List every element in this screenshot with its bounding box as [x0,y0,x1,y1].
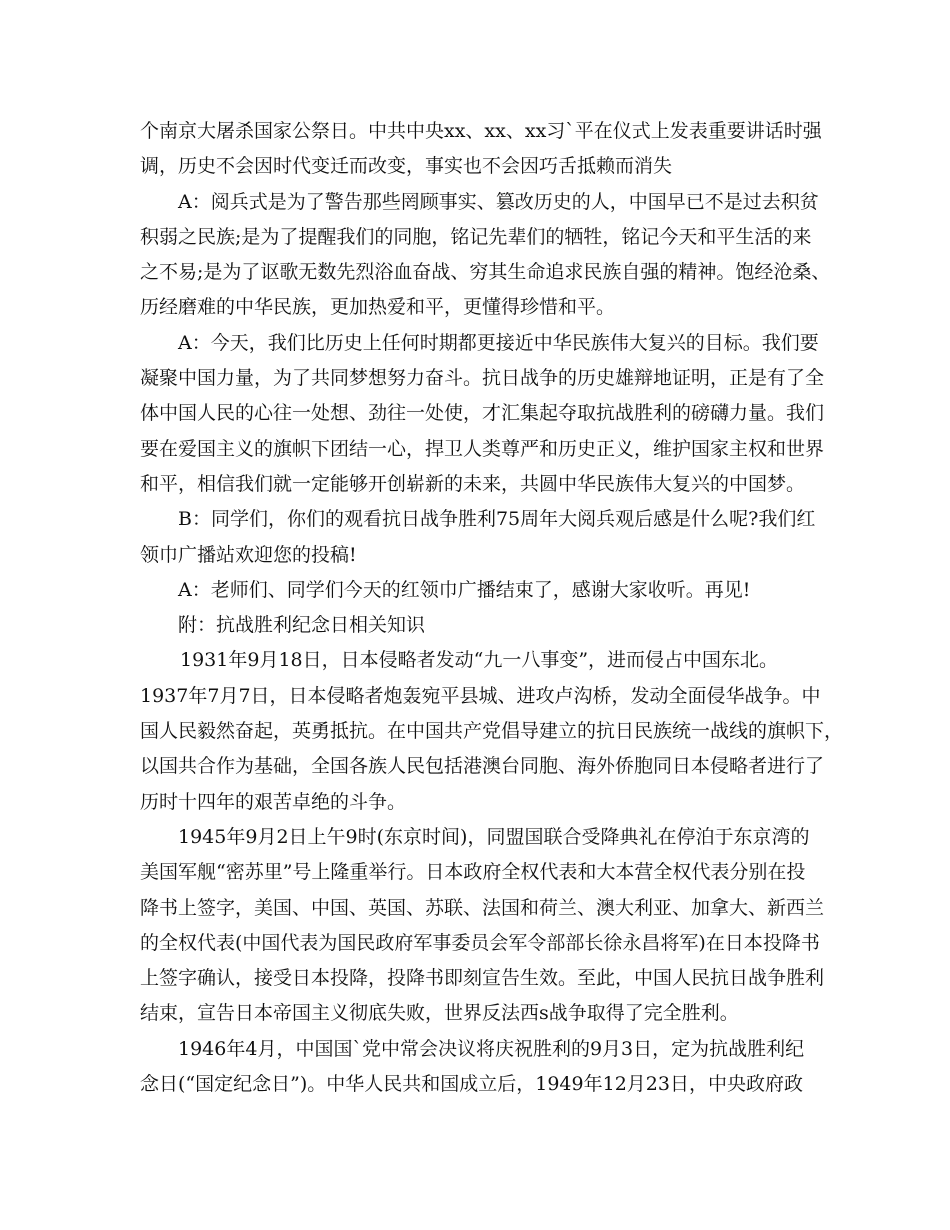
text-line: 1945年9月2日上午9时(东京时间)，同盟国联合受降典礼在停泊于东京湾的 [178,825,810,848]
text-line: 体中国人民的心往一处想、劲往一处使，才汇集起夺取抗战胜利的磅礴力量。我们 [140,402,825,425]
text-line: 结束，宣告日本帝国主义彻底失败，世界反法西s战争取得了完全胜利。 [140,1002,739,1025]
text-line: 凝聚中国力量，为了共同梦想努力奋斗。抗日战争的历史雄辩地证明，正是有了全 [140,367,825,390]
text-line: 1937年7月7日，日本侵略者炮轰宛平县城、进攻卢沟桥，发动全面侵华战争。中 [140,684,821,707]
text-line: 历经磨难的中华民族，更加热爱和平，更懂得珍惜和平。 [140,296,616,319]
text-line: 上签字确认，接受日本投降，投降书即刻宣告生效。至此，中国人民抗日战争胜利 [140,967,825,990]
text-line: 以国共合作为基础，全国各族人民包括港澳台同胞、海外侨胞同日本侵略者进行了 [140,755,825,778]
text-line: 1946年4月，中国国`党中常会决议将庆祝胜利的9月3日，定为抗战胜利纪 [178,1037,805,1060]
text-line: 之不易;是为了讴歌无数先烈浴血奋战、穷其生命追求民族自强的精神。饱经沧桑、 [140,261,831,284]
text-line: 调，历史不会因时代变迁而改变，事实也不会因巧舌抵赖而消失 [140,155,673,178]
text-line: 积弱之民族;是为了提醒我们的同胞，铭记先辈们的牺牲，铭记今天和平生活的来 [140,225,812,248]
text-line: 和平，相信我们就一定能够开创崭新的未来，共圆中华民族伟大复兴的中国梦。 [140,472,806,495]
text-line: 要在爱国主义的旗帜下团结一心，捍卫人类尊严和历史正义，维护国家主权和世界 [140,437,825,460]
text-line: 国人民毅然奋起，英勇抵抗。在中国共产党倡导建立的抗日民族统一战线的旗帜下， [140,720,844,743]
text-line: 念日(“国定纪念日”)。中华人民共和国成立后，1949年12月23日，中央政府政 [140,1073,803,1096]
text-line: 美国军舰“密苏里”号上隆重举行。日本政府全权代表和大本营全权代表分别在投 [140,861,806,884]
text-line: A：阅兵式是为了警告那些罔顾事实、篡改历史的人，中国早已不是过去积贫 [178,190,819,213]
text-line: 领巾广播站欢迎您的投稿! [140,543,357,566]
text-line: A：老师们、同学们今天的红领巾广播结束了，感谢大家收听。再见! [178,578,751,601]
text-line: 历时十四年的艰苦卓绝的斗争。 [140,790,407,813]
text-line: A：今天，我们比历史上任何时期都更接近中华民族伟大复兴的目标。我们要 [178,331,819,354]
text-line: 降书上签字，美国、中国、英国、苏联、法国和荷兰、澳大利亚、加拿大、新西兰 [140,896,825,919]
text-line: B：同学们，你们的观看抗日战争胜利75周年大阅兵观后感是什么呢?我们红 [178,508,816,531]
section-heading: 附：抗战胜利纪念日相关知识 [178,614,426,637]
text-line: 的全权代表(中国代表为国民政府军事委员会军令部部长徐永昌将军)在日本投降书 [140,931,820,954]
text-line: 1931年9月18日，日本侵略者发动“九一八事变”，进而侵占中国东北。 [180,649,779,672]
text-line: 个南京大屠杀国家公祭日。中共中央xx、xx、xx习`平在仪式上发表重要讲话时强 [140,120,822,142]
document-body [140,114,844,1102]
